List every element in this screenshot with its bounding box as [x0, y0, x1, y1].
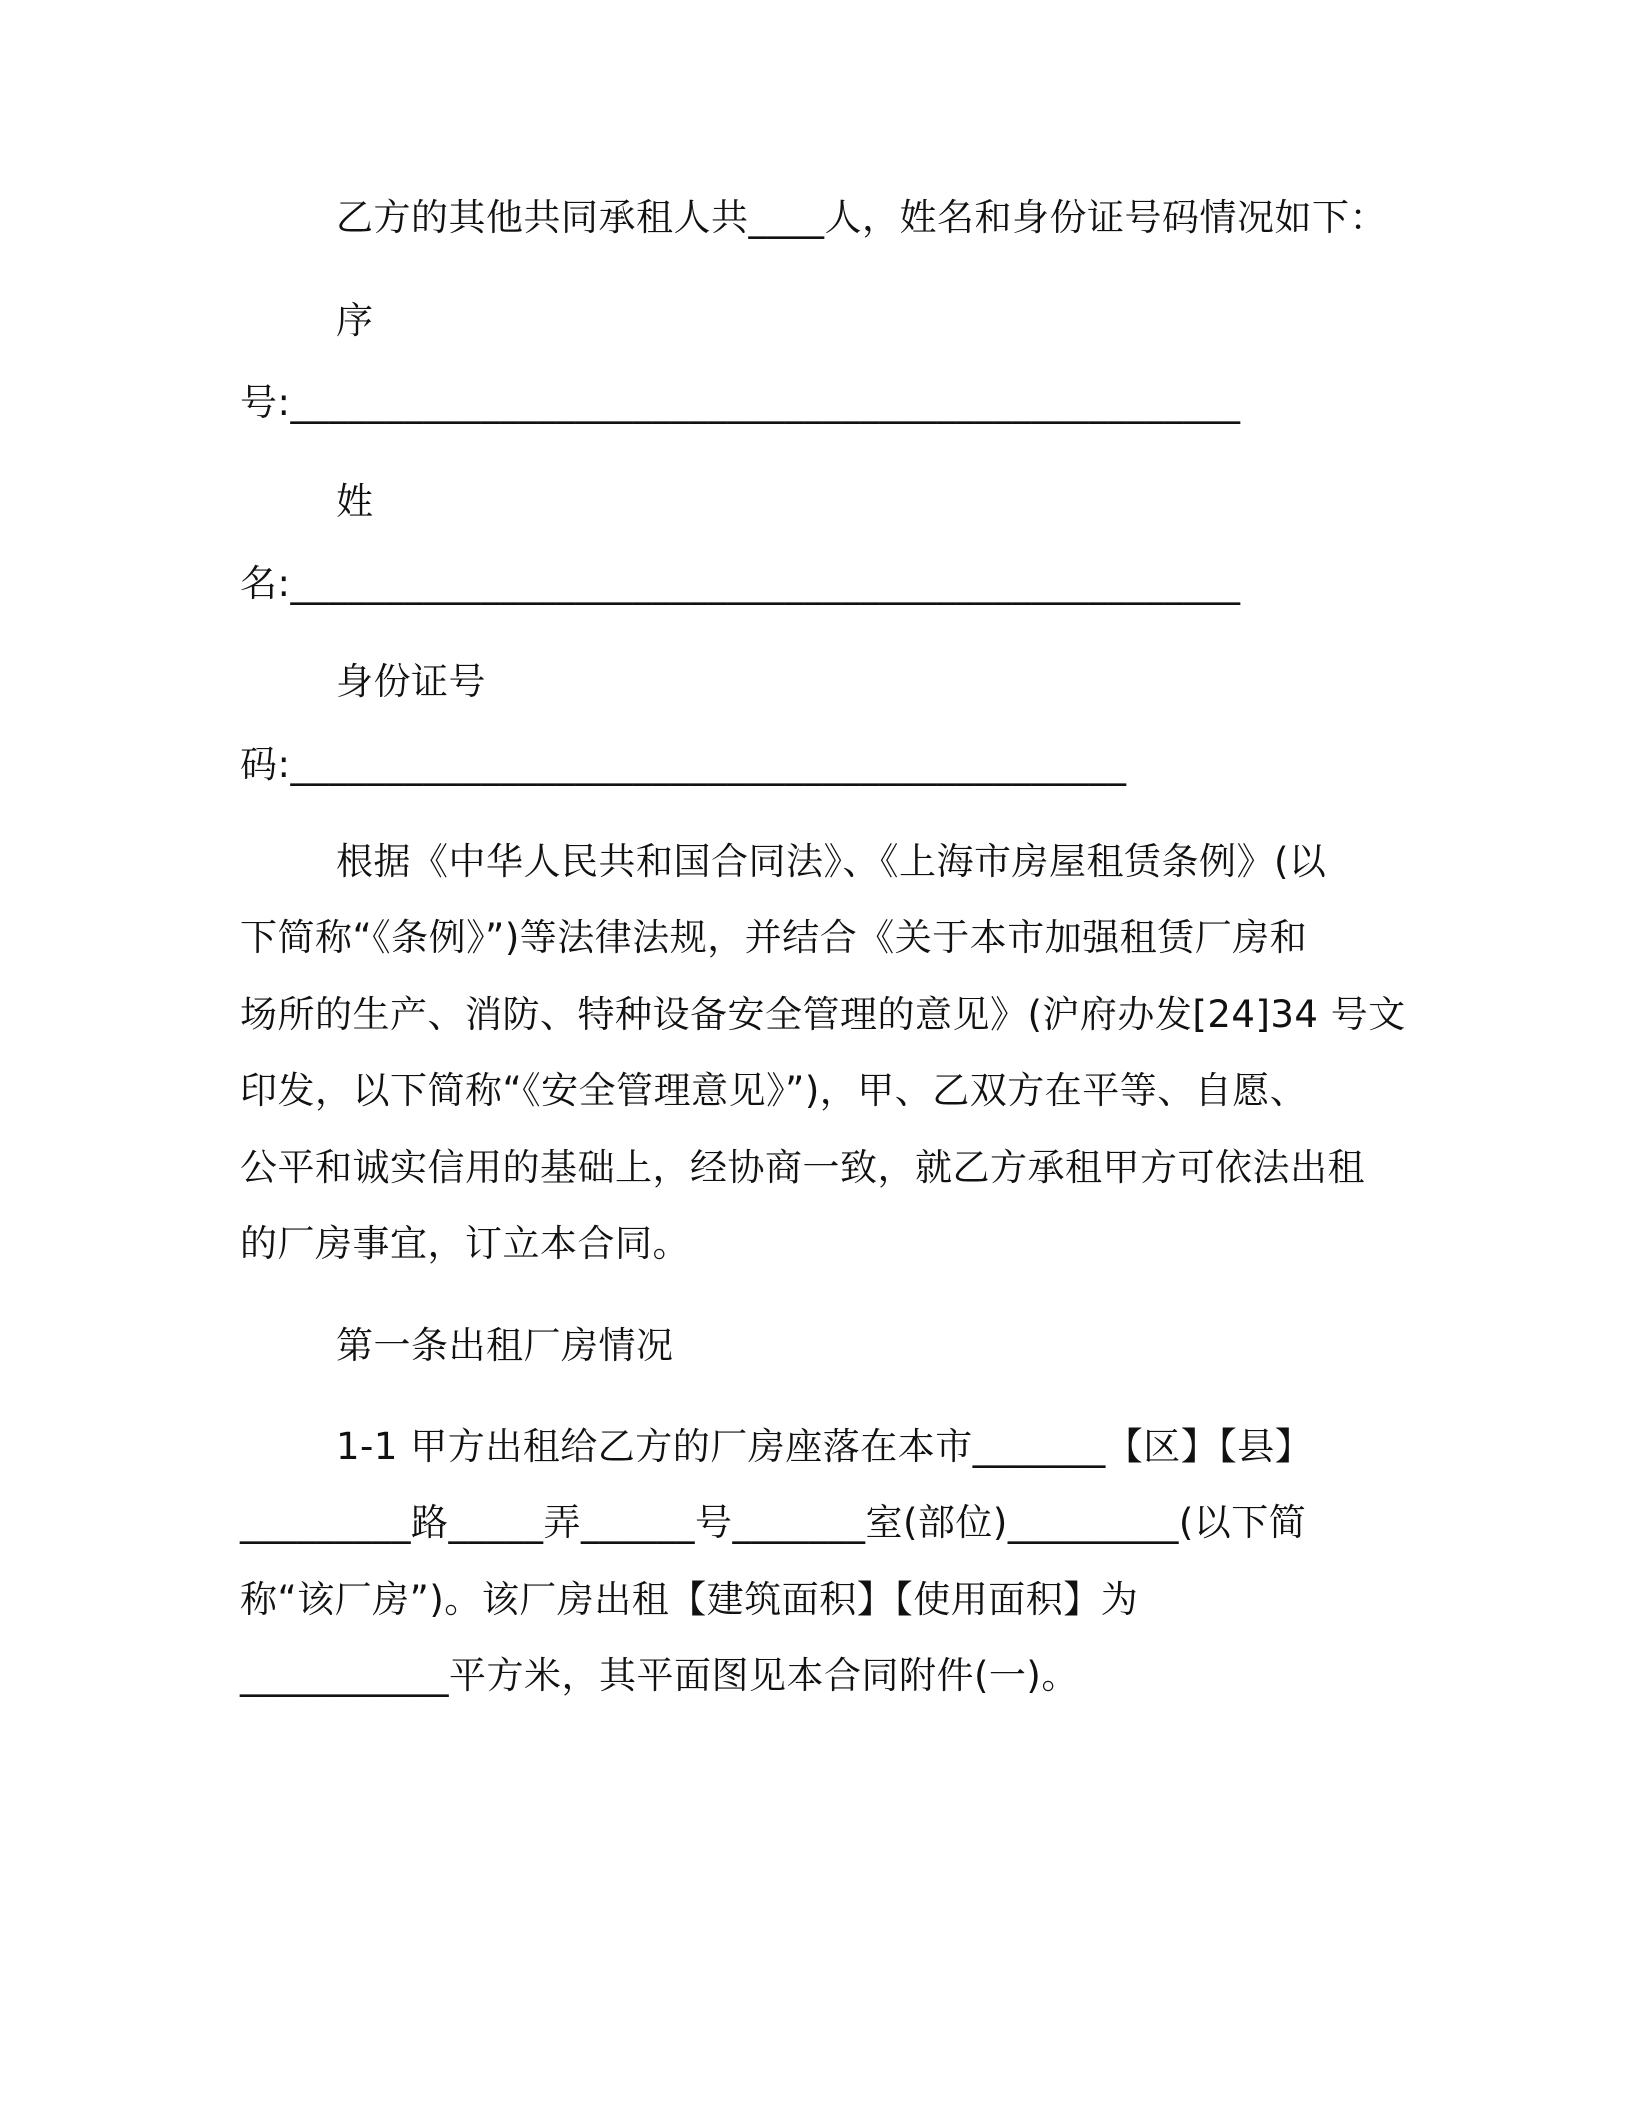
clause-1-1-line-3: 称“该厂房”)。该厂房出租【建筑面积】【使用面积】为 — [240, 1578, 1139, 1621]
preamble-line-5: 公平和诚实信用的基础上，经协商一致，就乙方承租甲方可依法出租 — [240, 1146, 1365, 1189]
clause-1-1-line-2: _________路_____弄______号_______室(部位)_________(以下简 — [240, 1501, 1307, 1544]
preamble-line-2: 下简称“《条例》”)等法律法规，并结合《关于本市加强租赁厂房和 — [240, 916, 1308, 959]
name-blank-line: 名:__________________________________________________ — [240, 562, 1241, 605]
preamble-line-3: 场所的生产、消防、特种设备安全管理的意见》(沪府办发[24]34 号文 — [240, 993, 1406, 1036]
id-number-label-part1: 身份证号 — [336, 660, 486, 703]
clause-1-1-line-1: 1-1 甲方出租给乙方的厂房座落在本市_______【区】【县】 — [336, 1425, 1313, 1468]
co-tenant-count-line: 乙方的其他共同承租人共____人，姓名和身份证号码情况如下： — [336, 196, 1387, 239]
name-label-part1: 姓 — [336, 480, 374, 523]
preamble-line-6: 的厂房事宜，订立本合同。 — [240, 1222, 690, 1265]
preamble-line-4: 印发，以下简称“《安全管理意见》”)，甲、乙双方在平等、自愿、 — [240, 1069, 1308, 1112]
serial-label-part1: 序 — [336, 299, 374, 342]
id-number-blank-line: 码:____________________________________________ — [240, 743, 1127, 786]
article-one-heading: 第一条出租厂房情况 — [336, 1324, 674, 1367]
clause-1-1-line-4: ___________平方米，其平面图见本合同附件(一)。 — [240, 1654, 1079, 1697]
document-page — [240, 0, 1406, 2112]
serial-number-blank-line: 号:__________________________________________________ — [240, 381, 1241, 424]
preamble-line-1: 根据《中华人民共和国合同法》、《上海市房屋租赁条例》(以 — [336, 840, 1327, 883]
